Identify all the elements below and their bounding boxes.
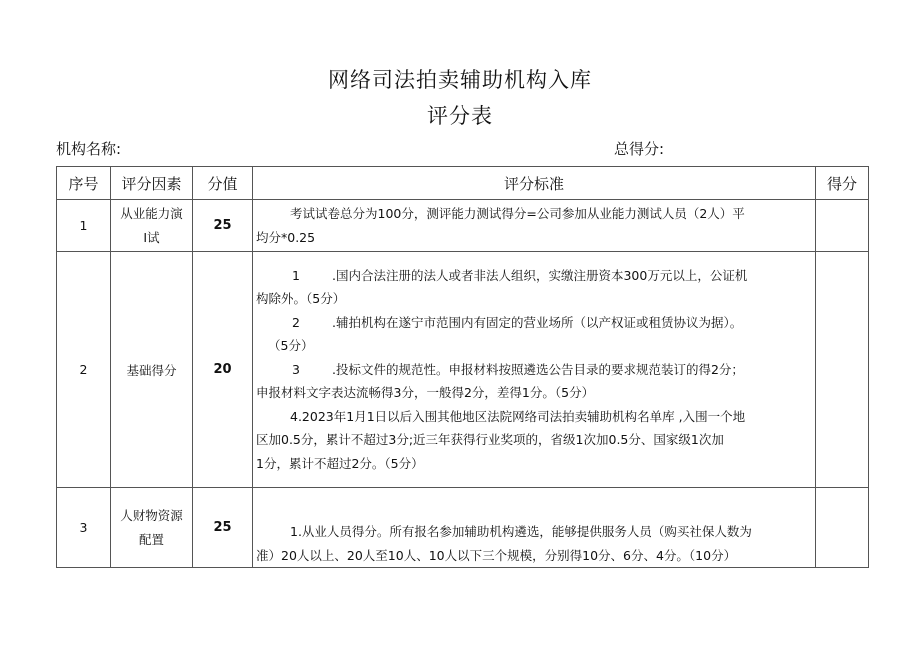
row2-item1-num: 1 xyxy=(292,267,300,283)
row2-no: 2 xyxy=(57,252,111,488)
table-header-row xyxy=(57,167,869,200)
row1-criteria-line2: 均分*0.25 xyxy=(256,229,316,245)
row2-item2-text: .辅拍机构在遂宁市范围内有固定的营业场所（以产权证或租赁协议为据）。 xyxy=(332,314,743,330)
row3-factor-line2: 配置 xyxy=(138,531,164,547)
row2-item4-line1: 4.2023年1月1日以后入围其他地区法院网络司法拍卖辅助机构名单库 ,入围一个地 xyxy=(290,408,746,424)
row3-criteria-line2: 准）20人以上、20人至10人、10人以下三个规模，分别得10分、6分、4分。（10分） xyxy=(256,547,737,563)
row2-item4-line3: 1分，累计不超过2分。（5分） xyxy=(256,455,424,471)
row2-score xyxy=(816,252,869,488)
row1-points: 25 xyxy=(193,200,253,252)
row2-item3-text: .投标文件的规范性。申报材料按照遴选公告目录的要求规范装订的得2分； xyxy=(332,361,744,377)
row2-item4-line2: 区加0.5分，累计不超过3分;近三年获得行业奖项的，省级1次加0.5分、国家级1次加 xyxy=(256,432,724,448)
table-row xyxy=(57,200,869,252)
header-score: 得分 xyxy=(816,167,869,200)
row2-item1-cont: 构除外。（5分） xyxy=(256,291,346,307)
row1-no: 1 xyxy=(57,200,111,252)
row2-criteria xyxy=(253,252,816,488)
header-no: 序号 xyxy=(57,167,111,200)
row2-item1 xyxy=(256,264,813,288)
header-factor: 评分因素 xyxy=(111,167,193,200)
row3-no: 3 xyxy=(57,488,111,568)
row1-score xyxy=(816,200,869,252)
row2-item3-cont: 申报材料文字表达流畅得3分，一般得2分，差得1分。（5分） xyxy=(256,385,595,401)
row2-item1-text: .国内合法注册的法人或者非法人组织，实缴注册资本300万元以上，公证机 xyxy=(332,267,748,283)
row2-item3-num: 3 xyxy=(292,361,300,377)
org-name-label: 机构名称: xyxy=(56,140,122,158)
row3-factor xyxy=(111,488,193,568)
row3-criteria xyxy=(253,488,816,568)
row1-criteria xyxy=(253,200,816,252)
row2-item2-num: 2 xyxy=(292,314,300,330)
row1-factor-line1: 从业能力演 xyxy=(120,205,183,221)
table-row xyxy=(57,252,869,488)
document-title-line1: 网络司法拍卖辅助机构入库 xyxy=(328,68,592,92)
row2-item3 xyxy=(256,358,813,382)
row2-item2 xyxy=(256,311,813,335)
row3-factor-line1: 人财物资源 xyxy=(120,507,183,523)
scoring-table xyxy=(56,166,869,568)
row2-factor: 基础得分 xyxy=(111,252,193,488)
row1-factor xyxy=(111,200,193,252)
row2-points: 20 xyxy=(193,252,253,488)
header-criteria: 评分标准 xyxy=(253,167,816,200)
row3-criteria-line1: 1.从业人员得分。所有报名参加辅助机构遴选，能够提供服务人员（购买社保人数为 xyxy=(290,524,752,539)
row3-points: 25 xyxy=(193,488,253,568)
document-title-line2: 评分表 xyxy=(427,104,493,128)
row1-criteria-line1: 考试试卷总分为100分，测评能力测试得分=公司参加从业能力测试人员（2人）平 xyxy=(290,206,745,221)
table-row xyxy=(57,488,869,568)
total-score-label: 总得分: xyxy=(614,140,665,158)
header-points: 分值 xyxy=(193,167,253,200)
row2-item2-cont: （5分） xyxy=(268,338,314,354)
row3-score xyxy=(816,488,869,568)
row1-factor-line2: I试 xyxy=(143,229,160,245)
